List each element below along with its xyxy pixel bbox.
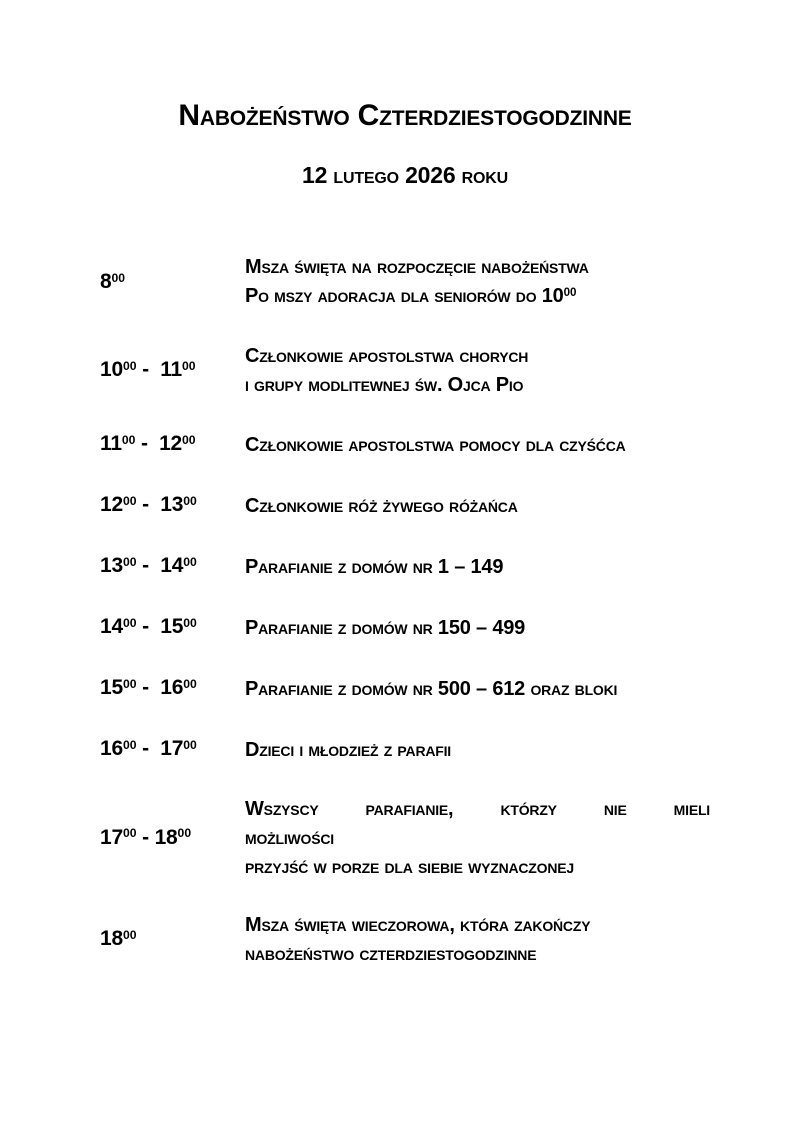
schedule-row xyxy=(100,342,710,400)
time-end: 16 xyxy=(160,676,184,699)
time-start-minutes: 00 xyxy=(122,358,137,373)
schedule-row xyxy=(100,429,710,461)
schedule-row xyxy=(100,253,710,313)
description-text: Wszyscy parafianie, którzy nie mieli xyxy=(245,798,710,820)
time-range xyxy=(100,490,245,522)
schedule-description xyxy=(245,431,710,460)
time-end: 11 xyxy=(160,358,183,381)
time-range xyxy=(100,267,245,299)
schedule-description xyxy=(245,675,710,704)
document-date: 12 lutego 2026 roku xyxy=(302,162,508,188)
time-range xyxy=(100,429,245,461)
time-start: 16 xyxy=(100,737,123,760)
time-start: 13 xyxy=(100,554,123,577)
time-range xyxy=(100,924,245,956)
time-end-minutes: 00 xyxy=(177,826,192,841)
schedule-row xyxy=(100,911,710,969)
description-line xyxy=(245,342,710,371)
description-text: Po mszy adoracja dla seniorów do 10 xyxy=(245,285,564,307)
description-text: Członkowie róż żywego różańca xyxy=(245,494,518,517)
description-text: Członkowie apostolstwa pomocy dla czyśćca xyxy=(245,433,626,456)
time-range xyxy=(100,355,245,387)
time-start: 14 xyxy=(100,615,123,638)
time-start-minutes: 00 xyxy=(122,554,137,569)
description-line xyxy=(245,553,710,582)
schedule-row xyxy=(100,490,710,522)
time-start: 17 xyxy=(100,825,123,849)
time-start-minutes: 00 xyxy=(122,676,137,691)
description-line xyxy=(245,853,710,882)
time-start-minutes: 00 xyxy=(122,737,137,752)
time-end: 18 xyxy=(154,825,178,849)
time-end: 14 xyxy=(160,554,184,577)
time-start-minutes: 00 xyxy=(122,826,137,841)
description-line xyxy=(245,282,710,313)
schedule-row xyxy=(100,551,710,583)
description-text: przyjść w porze dla siebie wyznaczonej xyxy=(245,856,574,878)
time-end-minutes: 00 xyxy=(183,615,197,630)
schedule-description xyxy=(245,342,710,400)
time-start-minutes: 00 xyxy=(122,927,137,942)
time-end-minutes: 00 xyxy=(182,432,196,447)
time-range xyxy=(100,673,245,705)
description-text: Dzieci i młodzież z parafii xyxy=(245,738,451,761)
time-end-minutes: 00 xyxy=(183,676,197,691)
time-separator: - xyxy=(136,554,161,577)
time-range xyxy=(100,612,245,644)
description-line xyxy=(245,911,710,940)
description-text: możliwości xyxy=(245,827,334,849)
description-line xyxy=(245,431,710,460)
description-line xyxy=(245,824,710,853)
time-start-minutes: 00 xyxy=(111,270,126,285)
time-separator: - xyxy=(136,358,161,381)
time-end: 15 xyxy=(160,615,184,638)
schedule-row xyxy=(100,795,710,882)
time-end-minutes: 00 xyxy=(182,358,196,373)
time-start: 10 xyxy=(100,358,123,381)
time-start-minutes: 00 xyxy=(122,615,137,630)
time-separator: - xyxy=(136,676,161,699)
time-end-minutes: 00 xyxy=(183,554,197,569)
time-end: 17 xyxy=(160,737,184,760)
time-separator: - xyxy=(136,615,161,638)
description-line xyxy=(245,253,710,282)
description-text: i grupy modlitewnej św. Ojca Pio xyxy=(245,374,524,396)
description-text: Członkowie apostolstwa chorych xyxy=(245,345,529,367)
time-start: 18 xyxy=(100,927,123,950)
schedule-description xyxy=(245,253,710,313)
description-line xyxy=(245,492,710,521)
time-start: 12 xyxy=(100,493,123,516)
schedule-row xyxy=(100,673,710,705)
schedule xyxy=(100,253,710,969)
time-start: 8 xyxy=(100,270,112,293)
time-start-minutes: 00 xyxy=(121,432,136,447)
description-line xyxy=(245,675,710,704)
document-title: Nabożeństwo Czterdziestogodzinne xyxy=(178,99,632,132)
time-end: 12 xyxy=(159,432,183,455)
schedule-description xyxy=(245,736,710,765)
schedule-description xyxy=(245,911,710,969)
description-text: Parafianie z domów nr 500 – 612 oraz bloki xyxy=(245,677,618,700)
time-end: 13 xyxy=(160,493,184,516)
description-line xyxy=(245,795,710,824)
time-end-minutes: 00 xyxy=(183,493,197,508)
time-range xyxy=(100,823,245,855)
description-text: Msza święta na rozpoczęcie nabożeństwa xyxy=(245,256,589,278)
schedule-row xyxy=(100,734,710,766)
description-line xyxy=(245,940,710,969)
schedule-description xyxy=(245,553,710,582)
description-text: Parafianie z domów nr 1 – 149 xyxy=(245,555,504,578)
description-text: nabożeństwo czterdziestogodzinne xyxy=(245,943,537,965)
description-line xyxy=(245,736,710,765)
time-start: 15 xyxy=(100,676,123,699)
time-start: 11 xyxy=(100,432,122,455)
description-text: Parafianie z domów nr 150 – 499 xyxy=(245,616,526,639)
time-separator: - xyxy=(136,493,161,516)
time-end-minutes: 00 xyxy=(183,737,197,752)
time-range xyxy=(100,551,245,583)
schedule-description xyxy=(245,492,710,521)
time-separator: - xyxy=(136,825,155,849)
schedule-description xyxy=(245,795,710,882)
time-separator: - xyxy=(135,432,160,455)
description-line xyxy=(245,371,710,400)
time-start-minutes: 00 xyxy=(122,493,137,508)
time-separator: - xyxy=(136,737,161,760)
description-superscript: 00 xyxy=(563,285,577,299)
description-line xyxy=(245,614,710,643)
description-text: Msza święta wieczorowa, która zakończy xyxy=(245,914,591,936)
time-range xyxy=(100,734,245,766)
schedule-description xyxy=(245,614,710,643)
schedule-row xyxy=(100,612,710,644)
